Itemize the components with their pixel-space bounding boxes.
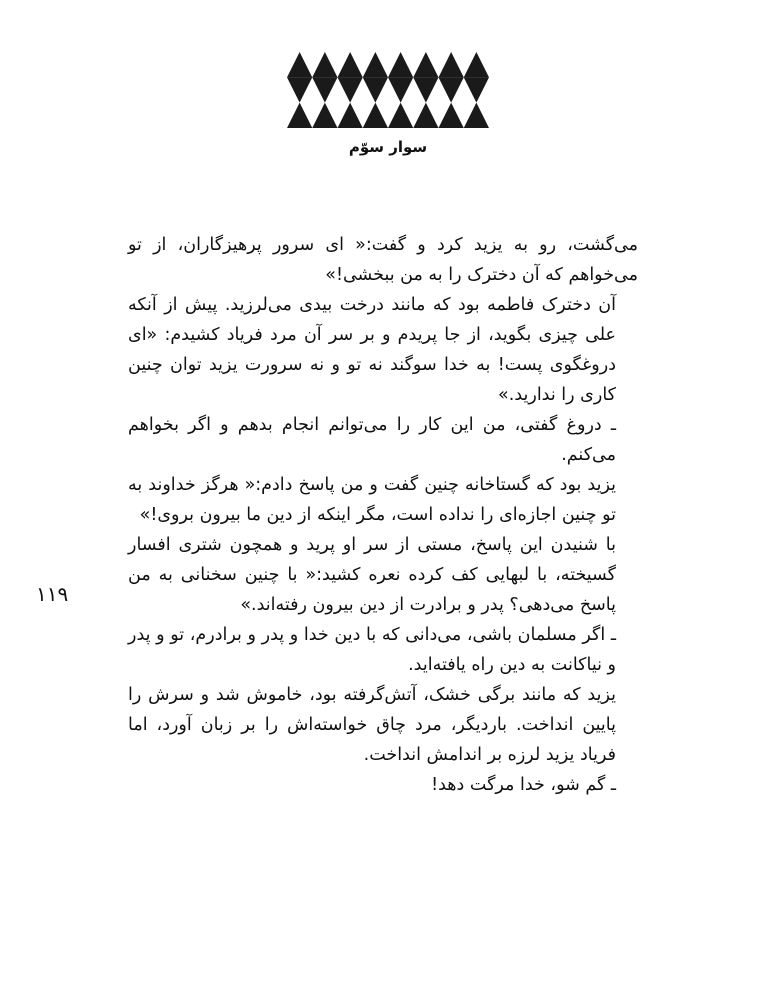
ornament-triangle <box>363 52 388 77</box>
ornament-triangle <box>338 52 363 77</box>
paragraph-8: ـ گم شو، خدا مرگت دهد! <box>431 775 616 795</box>
paragraph-6: ـ اگر مسلمان باشی، می‌دانی که با دین خدا و پدر و برادرم، تو و پدر و نیاکانت به دین راه یافته‌اید. <box>128 625 616 675</box>
ornament-triangle <box>464 103 489 128</box>
ornament-triangle <box>312 52 337 77</box>
chapter-title: سوار سوّم <box>348 138 428 156</box>
ornament-triangle <box>363 103 388 128</box>
ornament-triangle <box>388 52 413 77</box>
ornament-triangle <box>287 77 312 102</box>
paragraph-5: با شنیدن این پاسخ، مستی از سر او پرید و همچون شتری افسار گسیخته، با لبهایی کف کرده نعره کشید:« با چنین سخنانی به من پاسخ می‌دهی؟ پدر و برادرت از دین بیرون رفته‌اند.» <box>128 535 616 615</box>
ornament-triangle <box>413 77 438 102</box>
paragraph-3: ـ دروغ گفتی، من این کار را می‌توانم انجام بدهم و اگر بخواهم می‌کنم. <box>128 415 616 465</box>
paragraph-2: آن دخترک فاطمه بود که مانند درخت بیدی می‌لرزید. پیش از آنکه علی چیزی بگوید، از جا پریدم و بر سر آن مرد فریاد کشیدم: «ای دروغگوی پست! به خدا سوگند نه تو و نه سرورت یزید توان چنین کاری را ندارید.» <box>128 295 616 405</box>
ornament-triangle <box>312 77 337 102</box>
paragraph-7: یزید که مانند برگی خشک، آتش‌گرفته بود، خاموش شد و سرش را پایین انداخت. باردیگر، مرد چاق خواسته‌اش را بر زبان آورد، اما فریاد یزید لرزه بر اندامش انداخت. <box>128 685 616 765</box>
ornament-triangle <box>413 52 438 77</box>
ornament-triangle <box>388 103 413 128</box>
ornament-triangle <box>287 52 312 77</box>
ornament-triangle <box>363 77 388 102</box>
ornament-triangle <box>413 103 438 128</box>
ornament-triangle <box>439 77 464 102</box>
ornament-triangle <box>287 103 312 128</box>
ornament-triangle <box>312 103 337 128</box>
ornament-triangle <box>439 103 464 128</box>
ornament-triangle <box>464 77 489 102</box>
paragraph-1: می‌گشت، رو به یزید کرد و گفت:« ای سرور پرهیزگاران، از تو می‌خواهم که آن دخترک را به من ببخشی!» <box>128 235 638 285</box>
paragraph-4: یزید بود که گستاخانه چنین گفت و من پاسخ دادم:« هرگز خداوند به تو چنین اجازه‌ای را نداده است، مگر اینکه از دین ما بیرون بروی!» <box>128 475 616 525</box>
ornament-triangle <box>338 77 363 102</box>
ornament-triangle <box>338 103 363 128</box>
page-body <box>128 230 638 800</box>
ornament-triangle <box>464 52 489 77</box>
ornament-triangle <box>388 77 413 102</box>
triangle-pattern-ornament-icon <box>287 52 489 128</box>
page-number: ۱۱۹ <box>36 582 69 606</box>
ornament-triangle <box>439 52 464 77</box>
